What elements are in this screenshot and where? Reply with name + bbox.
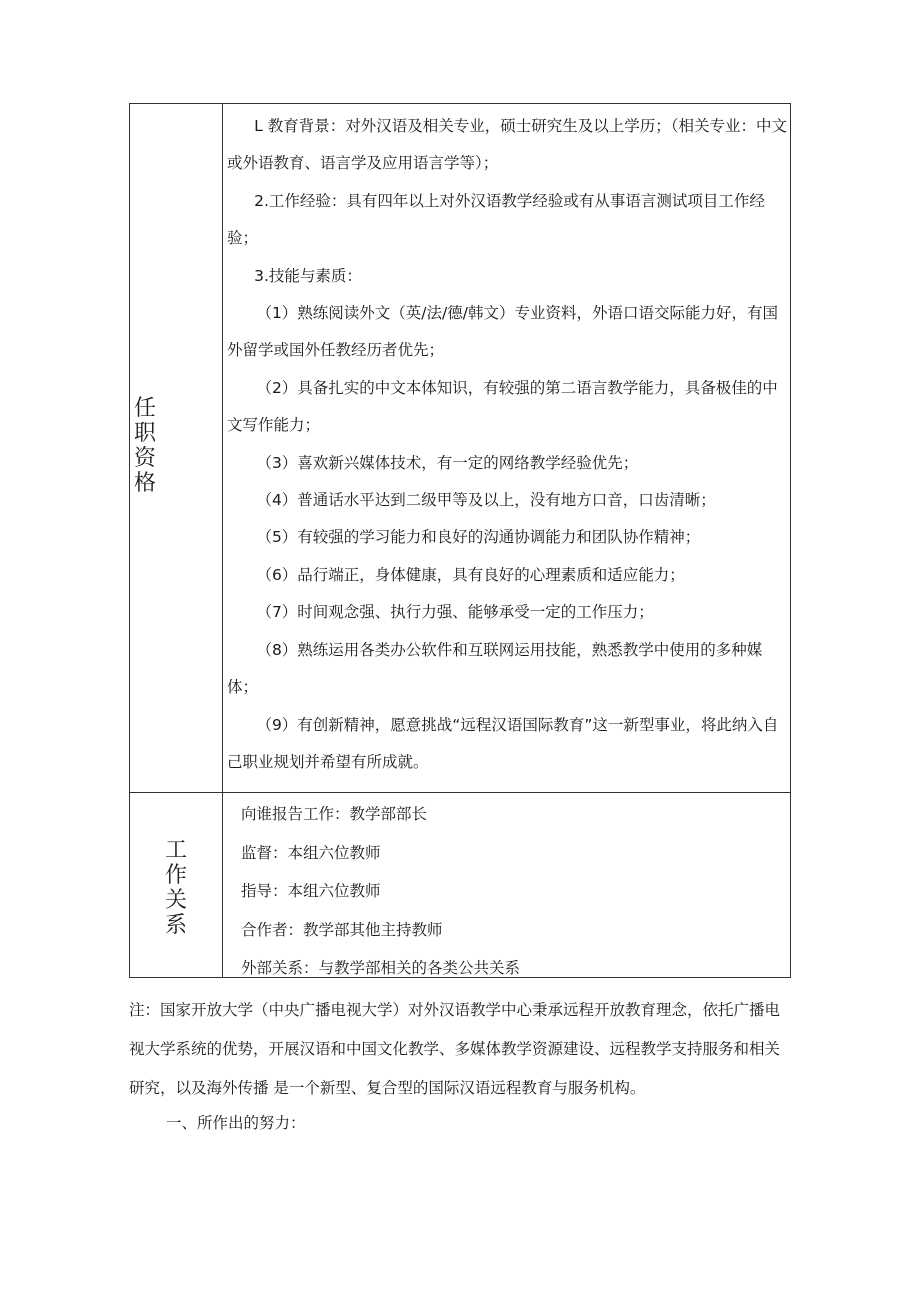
label-char: 职 [134, 421, 157, 446]
qualification-item: （7）时间观念强、执行力强、能够承受一定的工作压力； [256, 603, 654, 622]
collaborators-line: 合作者：教学部其他主持教师 [241, 920, 443, 939]
label-char: 任 [134, 396, 157, 421]
work-relations-row [130, 793, 791, 978]
qualification-item: （2）具备扎实的中文本体知识，有较强的第二语言教学能力，具备极佳的中文写作能力； [227, 378, 778, 435]
qualification-item: （9）有创新精神，愿意挑战“远程汉语国际教育”这一新型事业，将此纳入自己职业规划并希望有所成就。 [227, 715, 779, 771]
qualification-item: （6）品行端正，身体健康，具有良好的心理素质和适应能力； [256, 565, 685, 584]
label-char: 格 [134, 471, 157, 496]
note-text: 注：国家开放大学（中央广播电视大学）对外汉语教学中心秉承远程开放教育理念，依托广播电视大学系统的优势，开展汉语和中国文化教学、多媒体教学资源建设、远程教学支持服务和相关研究，以及海外传播 是一个新型、复合型的国际汉语远程教育与服务机构。 [129, 1001, 781, 1097]
qualification-education: L 教育背景：对外汉语及相关专业，硕士研究生及以上学历；（相关专业：中文或外语教育、语言学及应用语言学等）； [227, 117, 787, 173]
report-to-line: 向谁报告工作：教学部部长 [241, 805, 428, 823]
qualification-experience: 2.工作经验：具有四年以上对外汉语教学经验或有从事语言测试项目工作经验； [227, 191, 765, 248]
label-char: 关 [164, 888, 187, 913]
work-relations-content-cell [223, 793, 791, 978]
work-relations-label-cell [130, 793, 223, 978]
qualification-item: （1）熟练阅读外文（英/法/德/韩文）专业资料，外语口语交际能力好，有国外留学或国外任教经历者优先； [227, 304, 778, 360]
label-char: 作 [164, 863, 187, 888]
label-char: 系 [164, 913, 187, 938]
qualification-item: （4）普通话水平达到二级甲等及以上，没有地方口音，口齿清晰； [256, 491, 716, 510]
guide-line: 指导：本组六位教师 [241, 882, 381, 901]
supervise-line: 监督：本组六位教师 [241, 843, 381, 862]
qualifications-content-cell [223, 104, 791, 793]
qualifications-label [130, 396, 222, 496]
job-description-table [129, 103, 791, 978]
qualifications-label-cell [130, 104, 223, 793]
note-paragraph [129, 991, 794, 1108]
qualification-item: （8）熟练运用各类办公软件和互联网运用技能，熟悉教学中使用的多种媒体； [227, 640, 763, 697]
label-char: 资 [134, 446, 157, 471]
section-heading: 一、所作出的努力： [166, 1114, 306, 1132]
external-relations-line: 外部关系：与教学部相关的各类公共关系 [241, 959, 521, 978]
work-relations-label [130, 838, 222, 938]
qualification-item: （3）喜欢新兴媒体技术，有一定的网络教学经验优先； [256, 453, 639, 472]
qualification-item: （5）有较强的学习能力和良好的沟通协调能力和团队协作精神； [256, 528, 701, 547]
label-char: 工 [164, 838, 187, 863]
qualification-skills-heading: 3.技能与素质： [254, 266, 362, 285]
qualifications-row [130, 104, 791, 793]
